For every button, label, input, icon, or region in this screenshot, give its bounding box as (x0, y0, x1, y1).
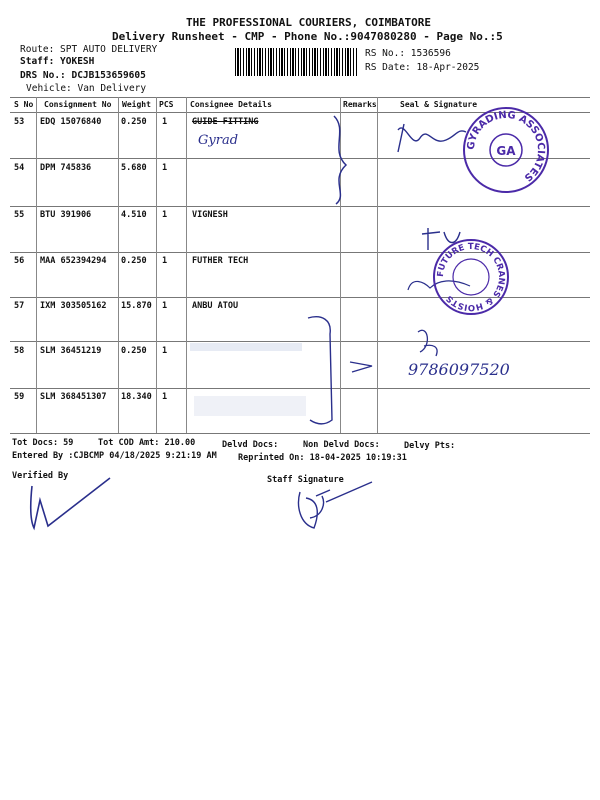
handwritten-note-row53: Gyrad (198, 133, 239, 148)
col-remarks: Remarks (343, 100, 377, 109)
row-sno: 53 (14, 117, 25, 127)
row-weight: 15.870 (121, 301, 152, 311)
row-consignment: MAA 652394294 (40, 256, 107, 266)
row-weight: 0.250 (121, 117, 147, 127)
crane-company-stamp (430, 236, 512, 318)
row-consignment: SLM 36451219 (40, 346, 102, 356)
row-pcs: 1 (162, 256, 168, 266)
rs-number: RS No.: 1536596 (365, 48, 451, 59)
col-sno: S No (14, 100, 34, 109)
row-consignment: BTU 391906 (40, 210, 92, 220)
row-weight: 4.510 (121, 210, 147, 220)
row-sno: 55 (14, 210, 25, 220)
col-seal-signature: Seal & Signature (400, 100, 478, 109)
row-weight: 0.250 (121, 346, 147, 356)
entered-by: Entered By :CJBCMP 04/18/2025 9:21:19 AM (12, 451, 217, 461)
col-weight: Weight (122, 100, 151, 109)
row-sno: 58 (14, 346, 25, 356)
row-sno: 56 (14, 256, 25, 266)
total-cod-amount: Tot COD Amt: 210.00 (98, 438, 196, 448)
staff-signature-label: Staff Signature (267, 475, 344, 485)
row-pcs: 1 (162, 392, 168, 402)
row-pcs: 1 (162, 117, 168, 127)
non-delivered-docs: Non Delvd Docs: (303, 440, 380, 450)
row-weight: 0.250 (121, 256, 147, 266)
row-consignment: DPM 745836 (40, 163, 92, 173)
verified-by-label: Verified By (12, 471, 69, 481)
svg-text:FUTURE TECH CRANES & HOISTS (436, 242, 506, 312)
rs-date: RS Date: 18-Apr-2025 (365, 62, 480, 73)
route-label: Route: SPT AUTO DELIVERY (20, 44, 158, 55)
stamp2-ring-text: FUTURE TECH CRANES & HOISTS (435, 241, 507, 313)
row-consignee: ANBU ATOU (192, 301, 239, 311)
row-sno: 54 (14, 163, 25, 173)
row-pcs: 1 (162, 346, 168, 356)
row-consignment: EDQ 15076840 (40, 117, 102, 127)
stamp1-center: GA (496, 144, 516, 158)
total-docs: Tot Docs: 59 (12, 438, 74, 448)
row-consignee: VIGNESH (192, 210, 228, 220)
row-consignee: FUTHER TECH (192, 256, 249, 266)
runsheet-title: Delivery Runsheet - CMP - Phone No.:9047080280 - Page No.:5 (112, 30, 503, 43)
col-consignment: Consignment No (44, 100, 112, 109)
row-pcs: 1 (162, 163, 168, 173)
delivered-docs: Delvd Docs: (222, 440, 279, 450)
row-weight: 5.680 (121, 163, 147, 173)
company-seal-stamp (460, 104, 552, 196)
row-sno: 57 (14, 301, 25, 311)
vehicle-label: Vehicle: Van Delivery (26, 83, 147, 94)
col-pcs: PCS (159, 100, 174, 109)
stamp1-ring-text: GYRADING ASSOCIATES (465, 109, 547, 184)
row-consignment: IXM 303505162 (40, 301, 107, 311)
handwritten-phone: 9786097520 (408, 360, 510, 379)
staff-label: Staff: YOKESH (20, 56, 95, 67)
row-pcs: 1 (162, 210, 168, 220)
company-name: THE PROFESSIONAL COURIERS, COIMBATORE (186, 16, 432, 29)
delivery-points: Delvy Pts: (404, 441, 456, 451)
drs-number: DRS No.: DCJB153659605 (20, 70, 146, 81)
row-sno: 59 (14, 392, 25, 402)
reprinted-on: Reprinted On: 18-04-2025 10:19:31 (238, 453, 407, 463)
col-consignee: Consignee Details (190, 100, 272, 109)
row-pcs: 1 (162, 301, 168, 311)
row-weight: 18.340 (121, 392, 152, 402)
row-consignment: SLM 368451307 (40, 392, 107, 402)
row-consignee: GUIDE FITTING (192, 117, 259, 127)
